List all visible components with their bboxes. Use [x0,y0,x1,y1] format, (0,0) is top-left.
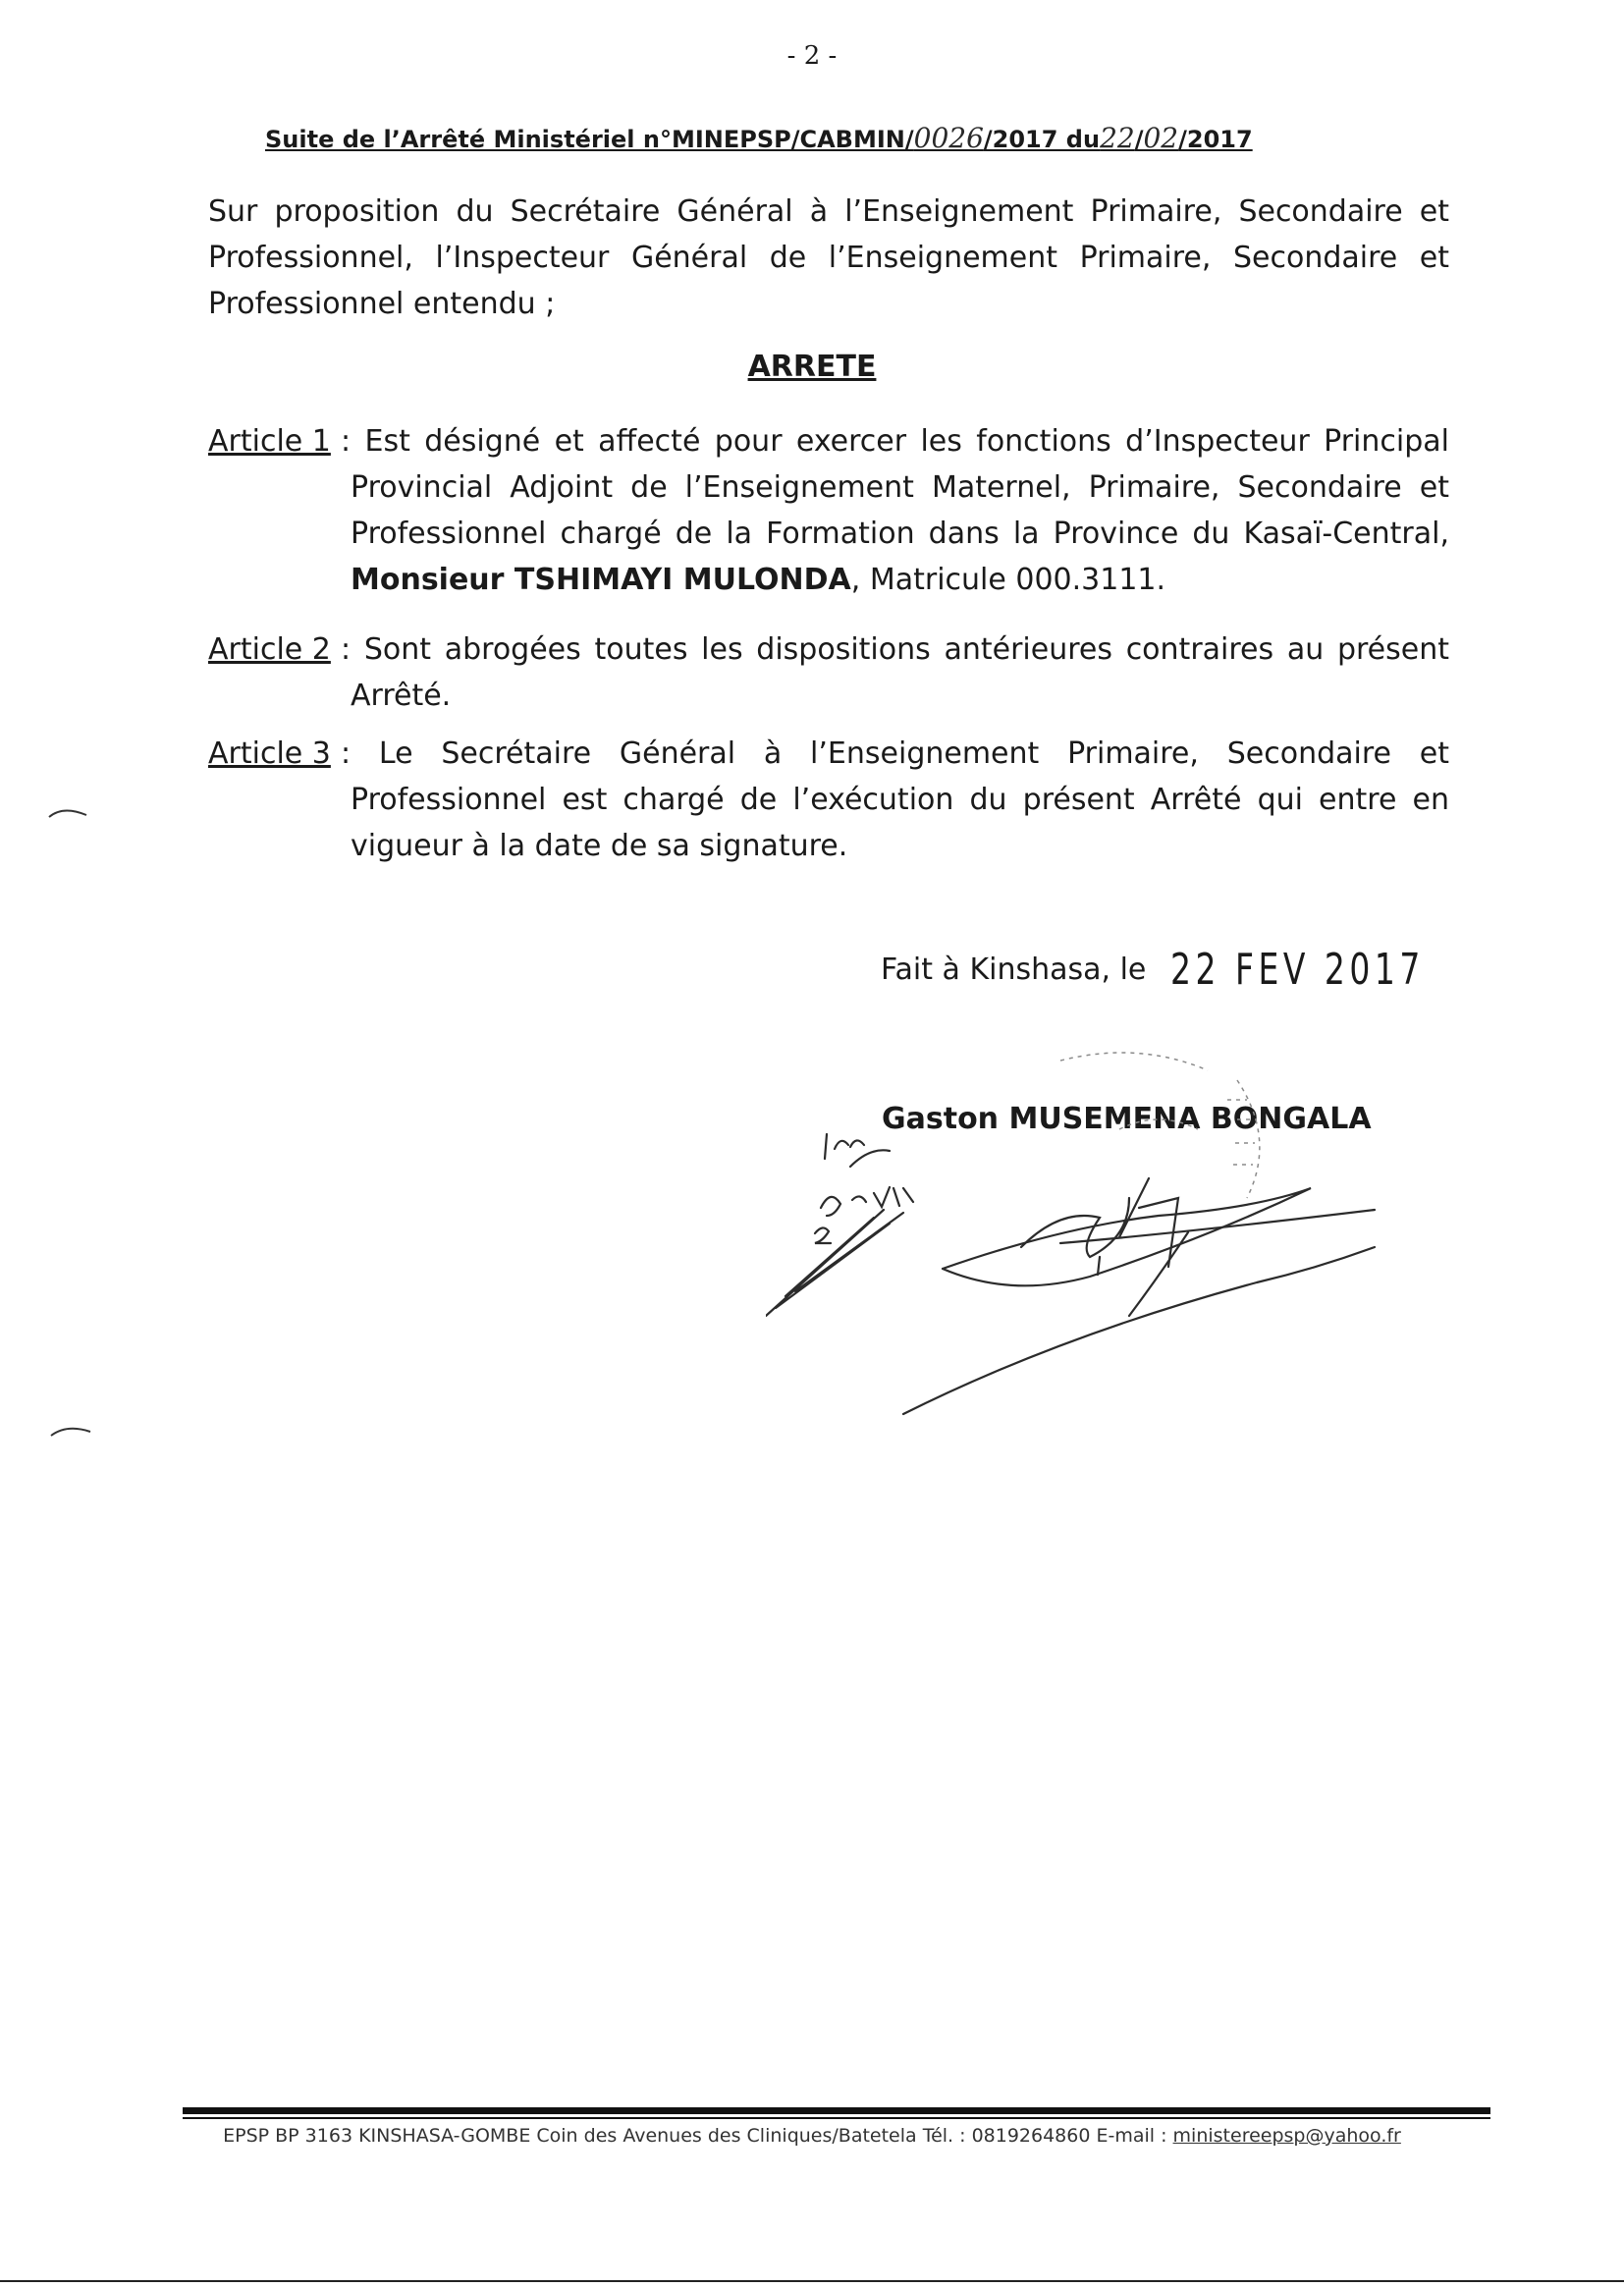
intro-paragraph: Sur proposition du Secrétaire Général à l’Enseignement Primaire, Secondaire et Professionnel, l’Inspecteur Général de l’Enseignement Primaire, Secondaire et Professionnel entendu ; [208,194,1449,321]
article-3 [208,731,1449,869]
article-separator: : [341,424,352,459]
margin-mark-lower [47,1422,96,1442]
article-separator: : [341,632,352,667]
article-text: Est désigné et affecté pour exercer les fonctions d’Inspecteur Principal Provincial Adjoint de l’Enseignement Maternel, Primaire, Secondaire et Professionnel chargé de la Formation dans la Province du Kasaï-Central, [351,424,1449,551]
footer-address-text: EPSP BP 3163 KINSHASA-GOMBE Coin des Avenues des Cliniques/Batetela Tél. : 0819264860 E-mail : [223,2125,1173,2147]
article-2 [208,626,1449,719]
article-tail: , Matricule 000.3111. [850,563,1166,597]
place-and-date-label: Fait à Kinshasa, le [881,953,1147,987]
decision-title: ARRETE [747,350,877,384]
footer-address [0,2125,1624,2147]
handwritten-day: 22 [1100,122,1135,154]
header-prefix: Suite de l’Arrêté Ministériel n°MINEPSP/CABMIN/ [265,126,914,153]
page-bottom-rule [0,2280,1624,2282]
margin-mark-upper [45,803,94,823]
page-number: - 2 - [786,41,838,71]
article-1 [208,418,1449,603]
handwritten-decree-number: 0026 [913,122,984,154]
date-stamp: 22 FEV 2017 [1170,945,1425,995]
signatory-name: Gaston MUSEMENA BONGALA [882,1102,1372,1136]
handwritten-month: 02 [1143,122,1179,154]
footer-email-link[interactable]: ministereepsp@yahoo.fr [1172,2125,1401,2147]
header-suffix: /2017 [1178,126,1253,153]
appointee-name: Monsieur TSHIMAYI MULONDA [351,563,851,597]
article-label: Article 2 [208,632,331,667]
article-text: Sont abrogées toutes les dispositions antérieures contraires au présent Arrêté. [351,632,1449,713]
footer-rule [183,2107,1490,2114]
article-label: Article 1 [208,424,331,459]
reference-header [265,122,1253,154]
header-mid: /2017 du [983,126,1101,153]
handwritten-signature-image [766,1041,1453,1453]
article-label: Article 3 [208,736,331,771]
footer-rule-thin [183,2117,1490,2119]
article-separator: : [341,736,352,771]
header-sep: / [1134,126,1144,153]
article-text: Le Secrétaire Général à l’Enseignement Primaire, Secondaire et Professionnel est chargé de l’exécution du présent Arrêté qui entre en vigueur à la date de sa signature. [351,736,1449,863]
